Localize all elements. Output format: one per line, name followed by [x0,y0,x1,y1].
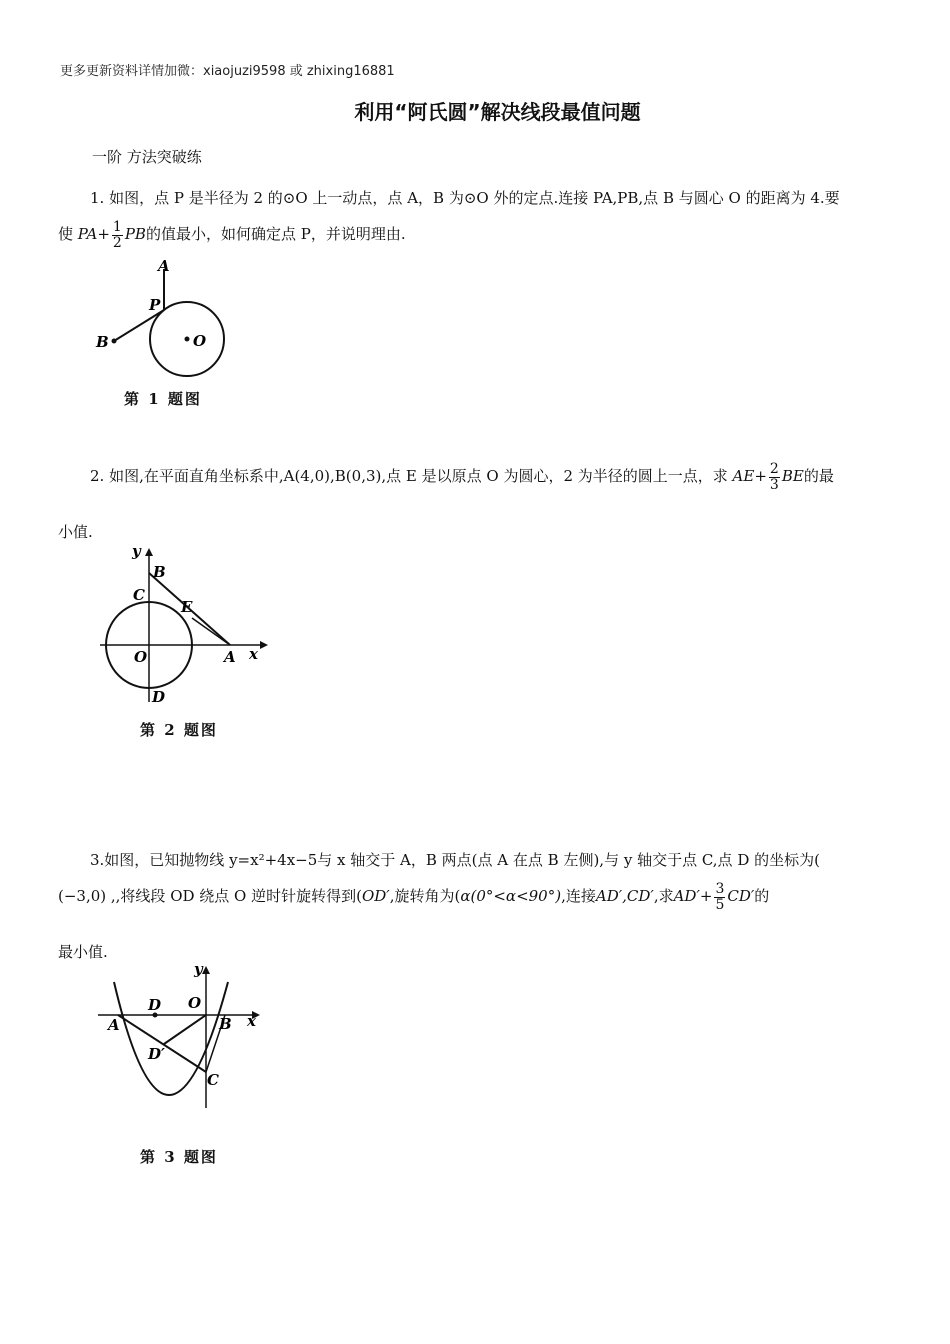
problem-3 [58,842,896,970]
page-title: 利用“阿氏圆”解决线段最值问题 [354,100,641,124]
problem-2-expr-a: AE+ [732,467,767,485]
problem-3-expr-b: CD′ [727,887,755,905]
problem-3-fraction: $\frac{3}{5}$ [715,880,725,913]
problem-3-line-2: (−3,0) ,,将线段 OD 绕点 O 逆时针旋转得到(OD′,旋转角为(α(0°<α<90°),连接AD′,CD′,求AD′+ $\frac{3}{5}$ CD′的 [58,880,770,913]
fig1-label-a: A [158,257,170,275]
problem-1-line-1: 1. 如图，点 P 是半径为 2 的⊙O 上一动点，点 A，B 为⊙O 外的定点.连接 PA,PB,点 B 与圆心 O 的距离为 4.要 [90,189,840,207]
problem-2-fraction: $\frac{2}{3}$ [769,460,779,493]
fig2-label-x: x [249,645,258,663]
fig2-label-o: O [134,648,148,666]
fig2-label-b: B [153,563,166,581]
problem-1-fraction: $\frac{1}{2}$ [112,218,122,251]
problem-2-line-2: 小值. [58,523,93,541]
figure-2 [92,540,272,710]
fig3-label-d: D [148,996,162,1014]
problem-3-expr-a: AD′+ [673,887,713,905]
problem-1 [58,180,896,252]
fig2-label-d: D [152,688,166,706]
problem-1-expr-a: PA+ [77,225,110,243]
problem-2-expr-b: BE [781,467,804,485]
fig2-label-y: y [132,542,141,560]
fig3-label-x: x [247,1012,256,1030]
figure-1 [88,255,248,385]
figure-3 [92,958,272,1138]
fig2-label-e: E [181,598,193,616]
fig3-label-y: y [194,960,203,978]
fig3-label-d-prime: D′ [148,1045,165,1063]
fig2-label-a: A [224,648,236,666]
figure-3-caption: 第 3 题图 [140,1148,218,1166]
figure-2-caption: 第 2 题图 [140,721,218,739]
fig3-label-b: B [219,1015,232,1033]
fig2-label-c: C [133,586,145,604]
fig3-label-a: A [108,1016,120,1034]
fig1-label-p: P [149,296,161,314]
fig1-label-o: O [193,332,207,350]
problem-1-expr-b: PB [124,225,146,243]
fig1-label-b: B [96,333,109,351]
problem-3-line-3: 最小值. [58,943,108,961]
problem-3-line-1: 3.如图，已知抛物线 y=x²+4x−5与 x 轴交于 A，B 两点(点 A 在点 B 左侧),与 y 轴交于点 C,点 D 的坐标为( [90,851,820,869]
figure-1-caption: 第 1 题图 [124,390,202,408]
page-header-note: 更多更新资料详情加微：xiaojuzi9598 或 zhixing16881 [60,64,395,79]
problem-2-line-1: 2. 如图,在平面直角坐标系中,A(4,0),B(0,3),点 E 是以原点 O 为圆心，2 为半径的圆上一点，求 AE+ $\frac{2}{3}$ BE的最 [90,460,834,493]
fig3-label-c: C [207,1071,219,1089]
fig3-label-o: O [188,994,202,1012]
problem-2 [58,458,896,550]
section-heading: 一阶 方法突破练 [92,148,202,166]
problem-1-line-2: 使 PA+ $\frac{1}{2}$ PB的值最小，如何确定点 P，并说明理由. [58,218,406,251]
